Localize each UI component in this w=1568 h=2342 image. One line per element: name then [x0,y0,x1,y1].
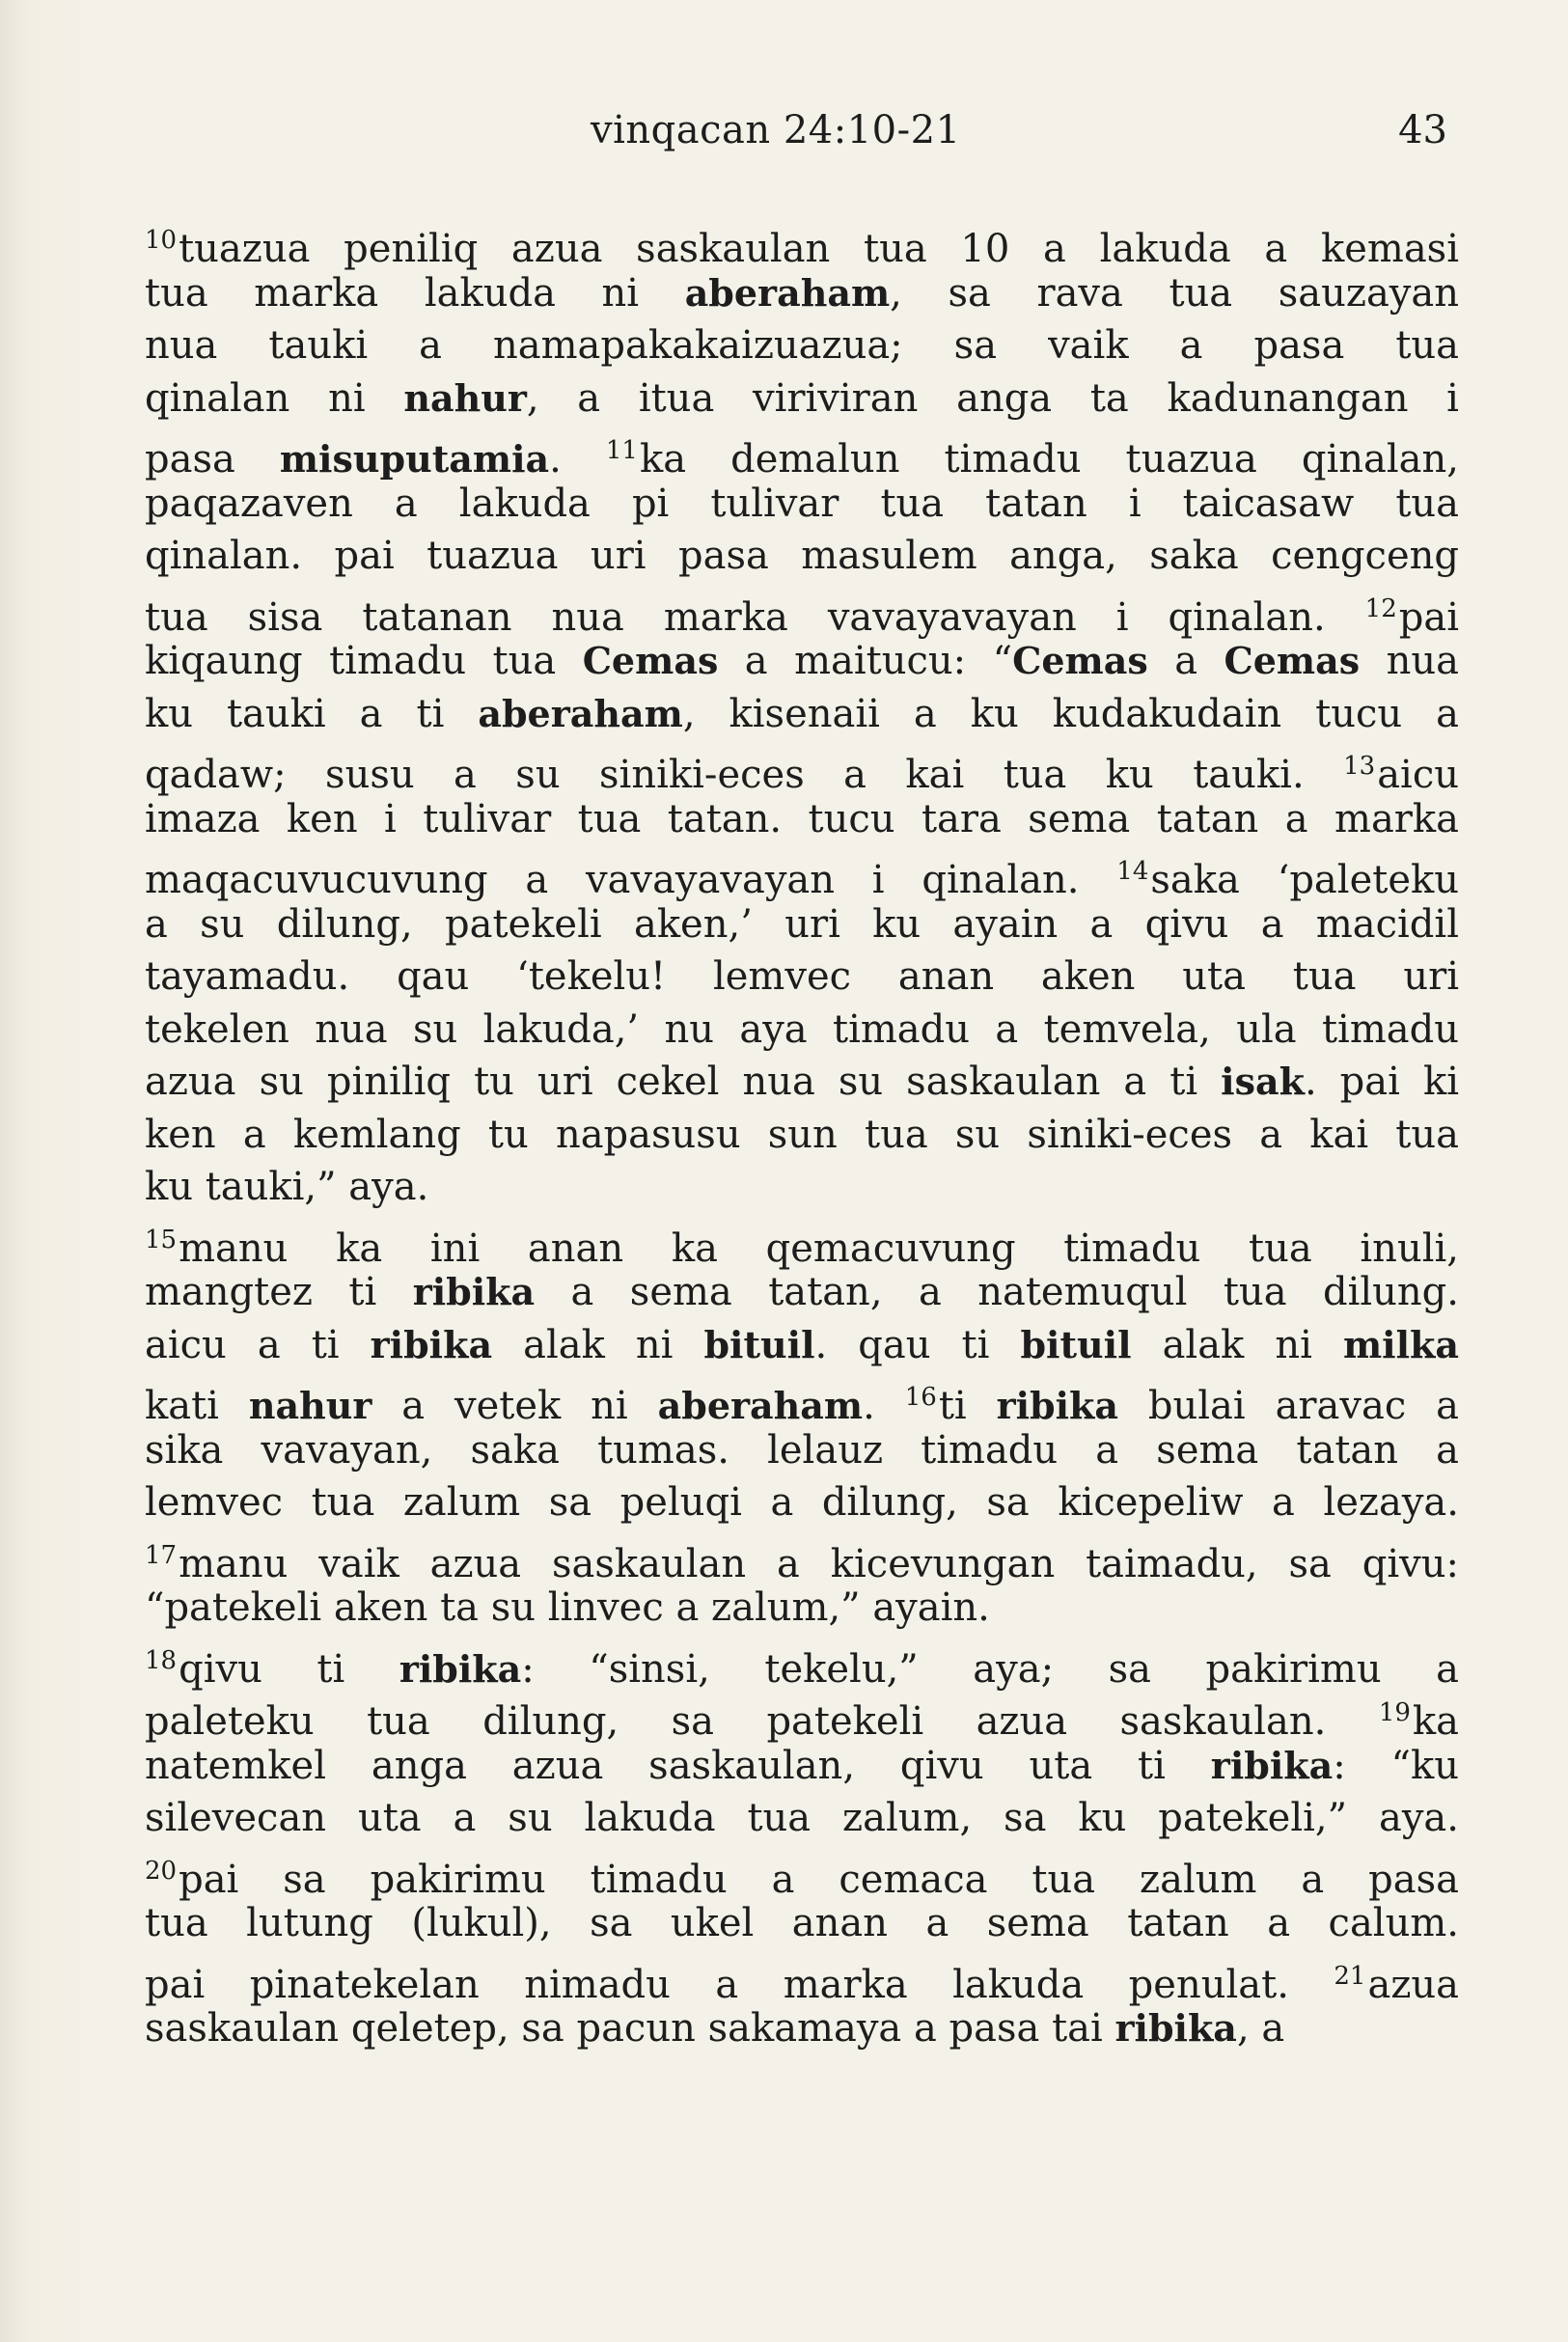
text-line [145,530,1459,583]
bold-name: Cemas [1224,639,1361,682]
text-segment: azua [1367,1962,1459,2007]
verse-number: 18 [145,1645,178,1675]
text-segment: bulai aravac a [1118,1384,1459,1428]
text-line [145,1056,1459,1109]
text-segment: kati [145,1384,249,1428]
text-line [145,635,1459,688]
bold-name: isak [1221,1060,1305,1103]
text-segment: : “sinsi, tekelu,” aya; sa pakirimu a [521,1646,1459,1692]
verse-number: 17 [145,1540,178,1570]
verse-number: 20 [145,1856,178,1886]
text-segment: tayamadu. qau ‘tekelu! lemvec anan aken uta tua uri [145,954,1459,999]
text-line [145,1214,1459,1271]
text-segment: . [549,437,606,482]
text-line [145,1266,1459,1319]
text-segment: . pai ki [1304,1060,1459,1104]
text-segment: tua marka lakuda ni [145,270,685,316]
bold-name: aberaham [657,1384,864,1427]
text-segment: , a itua viriviran anga ta kadunangan i [526,375,1459,421]
verse-number: 11 [605,436,638,465]
verse-number: 13 [1343,752,1376,781]
text-segment: , a [1236,2006,1285,2051]
bold-name: ribika [996,1384,1118,1427]
text-segment: lemvec tua zalum sa peluqi a dilung, sa kicepeliw a lezaya. [145,1480,1459,1525]
text-line [145,688,1459,741]
text-segment: alak ni [492,1322,704,1367]
page-header [145,108,1447,166]
text-line [145,2002,1459,2055]
text-segment: mangtez ti [145,1270,413,1314]
text-line [145,845,1459,902]
verse-number: 19 [1378,1698,1411,1727]
text-line [145,1424,1459,1477]
bold-name: ribika [1114,2006,1237,2050]
text-line [145,583,1459,640]
text-segment: qinalan. pai tuazua uri pasa masulem anga, saka cengceng [145,534,1459,578]
bold-name: bituil [703,1322,815,1366]
text-segment: ku tauki,” aya. [145,1165,429,1209]
verse-number: 16 [904,1383,937,1412]
text-segment: alak ni [1131,1322,1343,1367]
bold-name: bituil [1020,1322,1132,1366]
text-segment: aicu [1377,753,1459,797]
text-segment: ka [1412,1699,1459,1744]
verse-number: 21 [1334,1961,1366,1991]
text-segment: a vetek ni [371,1384,658,1428]
text-segment: a maitucu: “ [718,639,1013,683]
text-segment: saskaulan qeletep, sa pacun sakamaya a pasa tai [145,2006,1115,2051]
text-segment: paqazaven a lakuda pi tulivar tua tatan i taicasaw tua [145,481,1459,526]
text-line [145,425,1459,482]
text-line [145,1687,1459,1744]
text-segment: “patekeli aken ta su linvec a zalum,” ayain. [145,1585,990,1630]
text-line [145,1371,1459,1428]
text-segment: imaza ken i tulivar tua tatan. tucu tara sema tatan a marka [145,796,1459,841]
text-line [145,1950,1459,2007]
text-segment: kiqaung timadu tua [145,639,583,683]
text-line [145,1792,1459,1845]
text-segment: manu vaik azua saskaulan a kicevungan taimadu, sa qivu: [179,1541,1459,1586]
text-segment: manu ka ini anan ka qemacuvung timadu tua inuli, [179,1226,1459,1271]
text-line [145,319,1459,372]
bold-name: Cemas [582,639,719,682]
text-segment: tuazua peniliq azua saskaulan tua 10 a lakuda a kemasi [179,227,1459,271]
text-line [145,1476,1459,1529]
bold-name: ribika [399,1646,522,1691]
text-segment: qadaw; susu a su siniki-eces a kai tua ku tauki. [145,753,1344,797]
text-segment: paleteku tua dilung, sa patekeli azua saskaulan. [145,1699,1379,1744]
text-line [145,1897,1459,1950]
page-number: 43 [1398,108,1447,152]
text-line [145,1740,1459,1793]
text-line [145,478,1459,531]
text-line [145,1582,1459,1635]
text-line [145,1109,1459,1162]
text-line [145,214,1459,271]
verse-number: 15 [145,1225,178,1254]
text-segment: maqacuvucuvung a vavayavayan i qinalan. [145,858,1117,902]
text-segment: ken a kemlang tu napasusu sun tua su siniki-eces a kai tua [145,1112,1459,1157]
text-segment: pai [1398,594,1459,640]
bold-name: misuputamia [279,437,550,481]
text-segment: aicu a ti [145,1322,371,1367]
bold-name: nahur [248,1384,372,1427]
text-segment: a su dilung, patekeli aken,’ uri ku ayain a qivu a macidil [145,901,1459,947]
text-line [145,1161,1459,1214]
bold-name: ribika [1210,1743,1334,1787]
text-line [145,1845,1459,1902]
text-segment: saka ‘paleteku [1150,858,1459,902]
text-line [145,740,1459,797]
text-line [145,267,1459,320]
text-segment: sika vavayan, saka tumas. lelauz timadu a sema tatan a [145,1427,1459,1473]
text-line [145,372,1459,426]
running-head: vinqacan 24:10-21 [591,108,961,152]
text-line [145,1529,1459,1586]
text-segment: pai sa pakirimu timadu a cemaca tua zalum a pasa [179,1857,1459,1902]
text-segment: , kisenaii a ku kudakudain tucu a [682,691,1459,736]
text-segment: . qau ti [814,1322,1021,1367]
text-segment: ku tauki a ti [145,691,479,736]
text-segment: azua su piniliq tu uri cekel nua su saskaulan a ti [145,1060,1222,1104]
body-text [145,214,1459,2055]
text-segment: tekelen nua su lakuda,’ nu aya timadu a temvela, ula timadu [145,1006,1459,1052]
text-line [145,1635,1459,1692]
text-segment: natemkel anga azua saskaulan, qivu uta ti [145,1743,1211,1788]
text-segment: , sa rava tua sauzayan [890,270,1459,316]
text-line [145,1004,1459,1057]
text-line [145,793,1459,846]
text-segment: a [1147,639,1224,683]
text-segment: silevecan uta a su lakuda tua zalum, sa ku patekeli,” aya. [145,1796,1459,1840]
text-segment: a sema tatan, a natemuqul tua dilung. [535,1270,1460,1314]
verse-number: 10 [145,226,178,255]
text-line [145,1319,1459,1372]
text-line [145,898,1459,951]
text-segment: ka demalun timadu tuazua qinalan, [639,437,1459,482]
text-segment: pasa [145,437,280,482]
bold-name: nahur [403,375,527,420]
bold-name: ribika [370,1322,493,1366]
text-segment: pai pinatekelan nimadu a marka lakuda penulat. [145,1962,1334,2007]
bold-name: ribika [412,1270,536,1313]
verse-number: 12 [1364,593,1397,623]
text-segment: : “ku [1333,1743,1460,1788]
text-segment: nua [1360,639,1460,683]
text-segment: . [863,1384,905,1428]
text-segment: qinalan ni [145,375,404,421]
text-segment: ti [938,1384,997,1428]
verse-number: 14 [1116,857,1149,886]
bold-name: milka [1342,1322,1459,1366]
bold-name: aberaham [478,691,683,735]
bold-name: Cemas [1012,639,1148,682]
text-segment: qivu ti [179,1646,399,1692]
text-line [145,951,1459,1004]
bold-name: aberaham [684,270,891,315]
text-segment: tua lutung (lukul), sa ukel anan a sema tatan a calum. [145,1901,1459,1945]
text-segment: nua tauki a namapakakaizuazua; sa vaik a pasa tua [145,323,1459,368]
text-segment: tua sisa tatanan nua marka vavayavayan i qinalan. [145,594,1365,640]
